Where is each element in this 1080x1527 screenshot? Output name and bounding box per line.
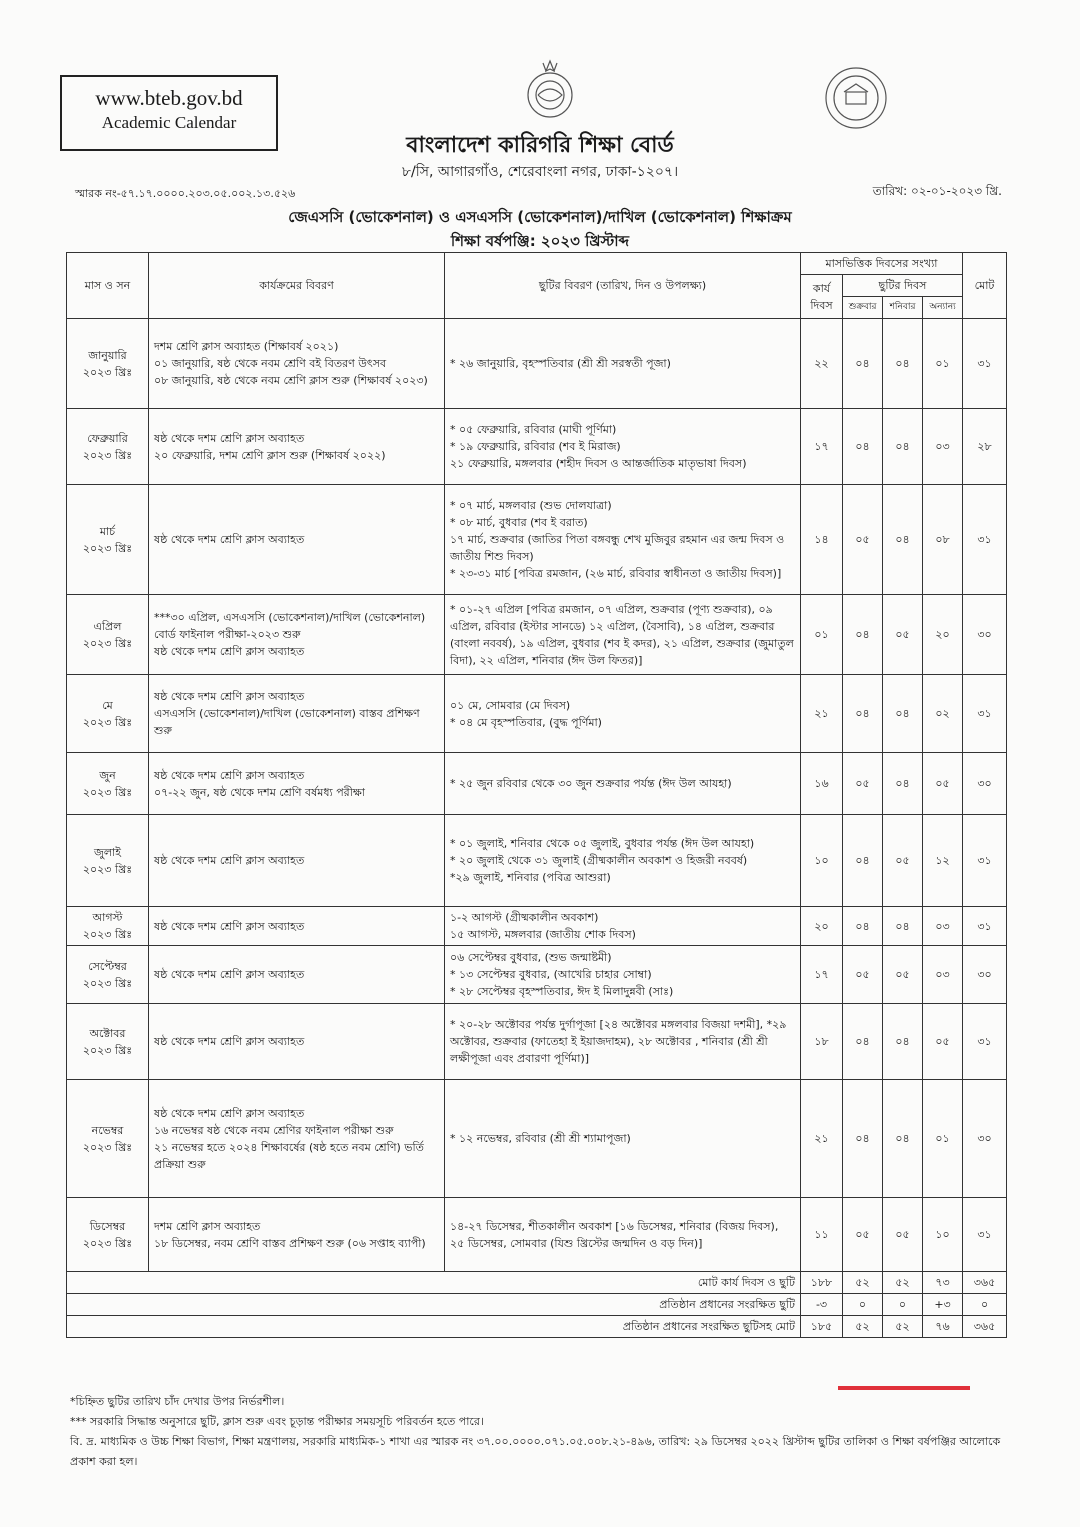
month-name: ডিসেম্বর — [89, 1219, 126, 1233]
summary-work: ১৮৫ — [801, 1316, 843, 1338]
calendar-body — [67, 319, 1007, 1272]
activity-line: ২১ নভেম্বর হতে ২০২৪ শিক্ষাবর্ষের (ষষ্ঠ হতে নবম শ্রেণি) ভর্তি প্রক্রিয়া শুরু — [154, 1140, 424, 1171]
month-year: ২০২৩ খ্রিঃ — [82, 541, 133, 555]
month-cell — [67, 595, 149, 675]
holiday-line: ১৭ মার্চ, শুক্রবার (জাতির পিতা বঙ্গবন্ধু শেখ মুজিবুর রহমান এর জন্ম দিবস ও জাতীয় শিশু দিবস) — [450, 533, 785, 563]
activity-line: ০৮ জানুয়ারি, ষষ্ঠ থেকে নবম শ্রেণি ক্লাস শুরু (শিক্ষাবর্ষ ২০২৩) — [154, 374, 428, 387]
work-days-cell: ১৬ — [801, 753, 843, 815]
holidays-cell — [445, 675, 801, 753]
month-name: আগস্ট — [92, 911, 123, 924]
month-name: জুন — [99, 768, 116, 782]
holiday-line: *২৯ জুলাই, শনিবার (পবিত্র আশুরা) — [450, 871, 611, 884]
month-cell — [67, 907, 149, 946]
activities-cell — [149, 675, 445, 753]
friday-cell: ০৪ — [843, 907, 883, 946]
month-cell — [67, 409, 149, 485]
saturday-cell: ০৫ — [883, 1198, 923, 1272]
holiday-line: ০৬ সেপ্টেম্বর বুধবার, (শুভ জন্মাষ্টমী) — [450, 951, 612, 964]
activities-cell — [149, 1004, 445, 1080]
activity-line: ষষ্ঠ থেকে দশম শ্রেণি ক্লাস অব্যাহত — [154, 1106, 305, 1120]
month-row — [67, 319, 1007, 409]
month-cell — [67, 1080, 149, 1198]
header-work-days: কার্য দিবস — [801, 275, 843, 319]
summary-body — [67, 1272, 1007, 1338]
activities-cell — [149, 1198, 445, 1272]
activity-line: ষষ্ঠ থেকে দশম শ্রেণি ক্লাস অব্যাহত — [154, 690, 305, 703]
other-cell: ০৫ — [923, 753, 963, 815]
holidays-cell — [445, 319, 801, 409]
summary-friday: ৫২ — [843, 1272, 883, 1294]
holiday-line: * ২০ জুলাই থেকে ৩১ জুলাই (গ্রীষ্মকালীন অবকাশ ও হিজরী নববর্ষ) — [450, 854, 748, 867]
month-row — [67, 675, 1007, 753]
month-row — [67, 753, 1007, 815]
saturday-cell: ০৪ — [883, 675, 923, 753]
notes — [70, 1392, 1010, 1472]
activity-line: ষষ্ঠ থেকে দশম শ্রেণি ক্লাস অব্যাহত — [154, 1035, 305, 1048]
friday-cell: ০৪ — [843, 595, 883, 675]
total-cell: ৩১ — [963, 319, 1007, 409]
summary-total: ৩৬৫ — [963, 1316, 1007, 1338]
summary-saturday: ৫২ — [883, 1316, 923, 1338]
holiday-line: * ২৬ জানুয়ারি, বৃহস্পতিবার (শ্রী শ্রী সরস্বতী পূজা) — [450, 357, 671, 370]
other-cell: ০৩ — [923, 409, 963, 485]
holidays-cell — [445, 753, 801, 815]
summary-label: প্রতিষ্ঠান প্রধানের সংরক্ষিত ছুটি — [67, 1294, 801, 1316]
holidays-cell — [445, 1080, 801, 1198]
other-cell: ২০ — [923, 595, 963, 675]
friday-cell: ০৫ — [843, 946, 883, 1004]
activities-cell — [149, 319, 445, 409]
friday-cell: ০৫ — [843, 753, 883, 815]
activity-line: ***৩০ এপ্রিল, এসএসসি (ভোকেশনাল)/দাখিল (ভোকেশনাল) বোর্ড ফাইনাল পরীক্ষা-২০২৩ শুরু — [154, 611, 426, 641]
saturday-cell: ০৪ — [883, 753, 923, 815]
total-cell: ৩০ — [963, 595, 1007, 675]
summary-row — [67, 1272, 1007, 1294]
month-year: ২০২৩ খ্রিঃ — [82, 715, 133, 729]
activity-line: ষষ্ঠ থেকে দশম শ্রেণি ক্লাস অব্যাহত — [154, 968, 305, 981]
other-cell: ১২ — [923, 815, 963, 907]
month-cell — [67, 1004, 149, 1080]
holiday-line: * ২০-২৮ অক্টোবর পর্যন্ত দুর্গাপূজা [২৪ অক্টোবর মঙ্গলবার বিজয়া দশমী], *২৯ অক্টোবর, শুক্রবার (ফাতেহা ই ইয়াজদাহম), ২৮ অক্টোবর , শনিবার (শ্রী শ্রী লক্ষীপূজা এবং প্রবারণা পূর্ণিমা)] — [450, 1018, 787, 1065]
summary-total: ৩৬৫ — [963, 1272, 1007, 1294]
month-name: নভেম্বর — [91, 1123, 124, 1137]
activity-line: ২০ ফেব্রুয়ারি, দশম শ্রেণি ক্লাস শুরু (শিক্ষাবর্ষ ২০২২) — [154, 448, 386, 462]
work-days-cell: ১৭ — [801, 409, 843, 485]
holiday-line: * ০১ জুলাই, শনিবার থেকে ০৫ জুলাই, বুধবার পর্যন্ত (ঈদ উল আযহা) — [450, 837, 755, 850]
month-name: মার্চ — [99, 524, 116, 538]
summary-friday: ৫২ — [843, 1316, 883, 1338]
activity-line: ০৭-২২ জুন, ষষ্ঠ থেকে দশম শ্রেণি বর্ষমধ্য পরীক্ষা — [154, 785, 365, 799]
work-days-cell: ২১ — [801, 1080, 843, 1198]
board-title: বাংলাদেশ কারিগরি শিক্ষা বোর্ড — [406, 133, 674, 158]
board-logo-icon — [820, 62, 892, 134]
month-year: ২০২৩ খ্রিঃ — [82, 1140, 133, 1154]
saturday-cell: ০৫ — [883, 946, 923, 1004]
summary-friday: ০ — [843, 1294, 883, 1316]
header-holiday-days: ছুটির দিবস — [843, 275, 963, 297]
work-days-cell: ১৭ — [801, 946, 843, 1004]
total-cell: ৩০ — [963, 1080, 1007, 1198]
saturday-cell: ০৪ — [883, 409, 923, 485]
month-cell — [67, 815, 149, 907]
activities-cell — [149, 485, 445, 595]
activity-line: ষষ্ঠ থেকে দশম শ্রেণি ক্লাস অব্যাহত — [154, 919, 305, 933]
work-days-cell: ১৮ — [801, 1004, 843, 1080]
saturday-cell: ০৪ — [883, 485, 923, 595]
activity-line: দশম শ্রেণি ক্লাস অব্যাহত (শিক্ষাবর্ষ ২০২১) — [154, 340, 339, 353]
month-row — [67, 907, 1007, 946]
month-row — [67, 595, 1007, 675]
header-total: মোট — [963, 253, 1007, 319]
total-cell: ৩০ — [963, 946, 1007, 1004]
other-cell: ০১ — [923, 319, 963, 409]
month-year: ২০২৩ খ্রিঃ — [82, 976, 133, 990]
month-name: ফেব্রুয়ারি — [87, 431, 128, 445]
friday-cell: ০৫ — [843, 485, 883, 595]
month-cell — [67, 675, 149, 753]
calendar-title: শিক্ষা বর্ষপঞ্জি: ২০২৩ খ্রিস্টাব্দ — [450, 232, 630, 250]
total-cell: ৩১ — [963, 815, 1007, 907]
other-cell: ০৩ — [923, 946, 963, 1004]
friday-cell: ০৫ — [843, 1198, 883, 1272]
total-cell: ৩১ — [963, 675, 1007, 753]
board-address: ৮/সি, আগারগাঁও, শেরেবাংলা নগর, ঢাকা-১২০৭। — [401, 164, 679, 180]
header-activities: কার্যক্রমের বিবরণ — [149, 253, 445, 319]
summary-work: -৩ — [801, 1294, 843, 1316]
holiday-line: * ০৭ মার্চ, মঙ্গলবার (শুভ দোলযাত্রা) — [450, 499, 612, 512]
summary-label: প্রতিষ্ঠান প্রধানের সংরক্ষিত ছুটিসহ মোট — [67, 1316, 801, 1338]
activity-line: ১৮ ডিসেম্বর, নবম শ্রেণি বাস্তব প্রশিক্ষণ শুরু (০৬ সপ্তাহ ব্যাপী) — [154, 1236, 426, 1250]
saturday-cell: ০৫ — [883, 815, 923, 907]
month-year: ২০২৩ খ্রিঃ — [82, 1236, 133, 1250]
month-cell — [67, 319, 149, 409]
activity-line: ষষ্ঠ থেকে দশম শ্রেণি ক্লাস অব্যাহত — [154, 768, 305, 782]
header-other: অন্যান্য — [923, 297, 963, 319]
header-monthly-days: মাসভিত্তিক দিবসের সংখ্যা — [801, 253, 963, 275]
holiday-line: * ০৪ মে বৃহস্পতিবার, (বুদ্ধ পূর্ণিমা) — [450, 715, 602, 729]
month-name: এপ্রিল — [93, 619, 122, 633]
saturday-cell: ০৪ — [883, 1004, 923, 1080]
work-days-cell: ০১ — [801, 595, 843, 675]
month-row — [67, 1198, 1007, 1272]
activity-line: ষষ্ঠ থেকে দশম শ্রেণি ক্লাস অব্যাহত — [154, 854, 305, 867]
holidays-cell — [445, 1004, 801, 1080]
saturday-cell: ০৫ — [883, 595, 923, 675]
holidays-cell — [445, 815, 801, 907]
work-days-cell: ২০ — [801, 907, 843, 946]
month-name: জানুয়ারি — [88, 348, 127, 362]
month-row — [67, 815, 1007, 907]
memo-number: স্মারক নং-৫৭.১৭.০০০০.২০৩.০৫.০০২.১৩.৫২৬ — [75, 187, 296, 200]
friday-cell: ০৪ — [843, 1080, 883, 1198]
other-cell: ০৫ — [923, 1004, 963, 1080]
calendar-label: Academic Calendar — [101, 113, 237, 132]
holiday-line: * ০৮ মার্চ, বুধবার (শব ই বরাত) — [450, 516, 588, 529]
academic-calendar-table — [66, 252, 1007, 1338]
month-row — [67, 1080, 1007, 1198]
activity-line: ষষ্ঠ থেকে দশম শ্রেণি ক্লাস অব্যাহত — [154, 533, 305, 546]
month-cell — [67, 753, 149, 815]
curriculum-title: জেএসসি (ভোকেশনাল) ও এসএসসি (ভোকেশনাল)/দাখিল (ভোকেশনাল) শিক্ষাক্রম — [288, 208, 792, 226]
activity-line: এসএসসি (ভোকেশনাল)/দাখিল (ভোকেশনাল) বাস্তব প্রশিক্ষণ শুরু — [154, 707, 420, 737]
holidays-cell — [445, 946, 801, 1004]
friday-cell: ০৪ — [843, 409, 883, 485]
activities-cell — [149, 907, 445, 946]
month-name: সেপ্টেম্বর — [88, 959, 127, 973]
total-cell: ৩০ — [963, 753, 1007, 815]
month-name: জুলাই — [94, 845, 121, 859]
month-year: ২০২৩ খ্রিঃ — [82, 862, 133, 876]
activities-cell — [149, 815, 445, 907]
friday-cell: ০৪ — [843, 815, 883, 907]
saturday-cell: ০৪ — [883, 319, 923, 409]
month-year: ২০২৩ খ্রিঃ — [82, 448, 133, 462]
note-govt-decision: *** সরকারি সিদ্ধান্ত অনুসারে ছুটি, ক্লাস শুরু এবং চূড়ান্ত পরীক্ষার সময়সূচি পরিবর্তন হতে পারে। — [70, 1415, 484, 1428]
note-moon: *চিহ্নিত ছুটির তারিখ চাঁদ দেখার উপর নির্ভরশীল। — [70, 1395, 285, 1408]
holiday-line: * ২৩-৩১ মার্চ [পবিত্র রমজান, (২৬ মার্চ, রবিবার স্বাধীনতা ও জাতীয় দিবস)] — [450, 567, 782, 580]
activities-cell — [149, 595, 445, 675]
month-cell — [67, 485, 149, 595]
holiday-line: * ২৮ সেপ্টেম্বর বৃহস্পতিবার, ঈদ ই মিলাদুন্নবী (সাঃ) — [450, 985, 674, 998]
summary-other: ৭৩ — [923, 1272, 963, 1294]
holidays-cell — [445, 595, 801, 675]
other-cell: ০৩ — [923, 907, 963, 946]
government-emblem-icon — [513, 55, 587, 129]
month-year: ২০২৩ খ্রিঃ — [82, 365, 133, 379]
holiday-line: * ১৩ সেপ্টেম্বর বুধবার, (আখেরি চাহার সোম্বা) — [450, 968, 652, 981]
holiday-line: ০১ মে, সোমবার (মে দিবস) — [450, 698, 571, 712]
holidays-cell — [445, 485, 801, 595]
other-cell: ১০ — [923, 1198, 963, 1272]
friday-cell: ০৪ — [843, 319, 883, 409]
month-row — [67, 946, 1007, 1004]
total-cell: ৩১ — [963, 1004, 1007, 1080]
month-year: ২০২৩ খ্রিঃ — [82, 785, 133, 799]
activity-line: দশম শ্রেণি ক্লাস অব্যাহত — [154, 1219, 261, 1233]
holiday-line: ১৪-২৭ ডিসেম্বর, শীতকালীন অবকাশ [১৬ ডিসেম্বর, শনিবার (বিজয় দিবস), ২৫ ডিসেম্বর, সোমবার (যিশু খ্রিস্টের জন্মদিন ও বড় দিন)] — [450, 1219, 779, 1250]
header-month: মাস ও সন — [67, 253, 149, 319]
holidays-cell — [445, 409, 801, 485]
holiday-line: ১-২ আগস্ট (গ্রীষ্মকালীন অবকাশ) — [450, 911, 599, 924]
summary-total: ০ — [963, 1294, 1007, 1316]
month-row — [67, 485, 1007, 595]
summary-label: মোট কার্য দিবস ও ছুটি — [67, 1272, 801, 1294]
summary-other: +৩ — [923, 1294, 963, 1316]
total-cell: ৩১ — [963, 485, 1007, 595]
other-cell: ০২ — [923, 675, 963, 753]
highlight-underline — [838, 1386, 970, 1390]
holidays-cell — [445, 907, 801, 946]
month-cell — [67, 1198, 149, 1272]
activity-line: ০১ জানুয়ারি, ষষ্ঠ থেকে নবম শ্রেণি বই বিতরণ উৎসব — [154, 357, 387, 370]
holiday-line: * ২৫ জুন রবিবার থেকে ৩০ জুন শুক্রবার পর্যন্ত (ঈদ উল আযহা) — [450, 777, 732, 790]
month-name: মে — [102, 698, 113, 712]
summary-work: ১৮৮ — [801, 1272, 843, 1294]
month-row — [67, 1004, 1007, 1080]
note-ministry-reference: বি. দ্র. মাধ্যমিক ও উচ্চ শিক্ষা বিভাগ, শিক্ষা মন্ত্রণালয়, সরকারি মাধ্যমিক-১ শাখা এর স্মারক নং ৩৭.০০.০০০০.০৭১.০৫.০০৮.২১-৪৯৬, তারিখ: ২৯ ডিসেম্বর ২০২২ খ্রিস্টাব্দ ছুটির তালিকা ও শিক্ষা বর্ষপঞ্জির আলোকে প্রকাশ করা হল। — [70, 1435, 1001, 1468]
month-year: ২০২৩ খ্রিঃ — [82, 1043, 133, 1057]
summary-saturday: ০ — [883, 1294, 923, 1316]
work-days-cell: ২২ — [801, 319, 843, 409]
activity-line: ১৬ নভেম্বর ষষ্ঠ থেকে নবম শ্রেণির ফাইনাল পরীক্ষা শুরু — [154, 1123, 394, 1137]
total-cell: ৩১ — [963, 1198, 1007, 1272]
month-name: অক্টোবর — [89, 1026, 126, 1040]
header-saturday: শনিবার — [883, 297, 923, 319]
month-year: ২০২৩ খ্রিঃ — [82, 928, 133, 941]
total-cell: ২৮ — [963, 409, 1007, 485]
summary-row — [67, 1294, 1007, 1316]
activity-line: ষষ্ঠ থেকে দশম শ্রেণি ক্লাস অব্যাহত — [154, 431, 305, 445]
issue-date: তারিখ: ০২-০১-২০২৩ খ্রি. — [872, 184, 1002, 198]
activities-cell — [149, 946, 445, 1004]
activities-cell — [149, 753, 445, 815]
other-cell: ০৮ — [923, 485, 963, 595]
work-days-cell: ১১ — [801, 1198, 843, 1272]
header-friday: শুক্রবার — [843, 297, 883, 319]
holiday-line: ২১ ফেব্রুয়ারি, মঙ্গলবার (শহীদ দিবস ও আন্তর্জাতিক মাতৃভাষা দিবস) — [450, 457, 747, 470]
holiday-line: * ০১-২৭ এপ্রিল [পবিত্র রমজান, ০৭ এপ্রিল, শুক্রবার (পূণ্য শুক্রবার), ০৯ এপ্রিল, রবিবার (ইস্টার সানডে) ১২ এপ্রিল, (বৈসাবি), ১৪ এপ্রিল, শুক্রবার (বাংলা নববর্ষ), ১৯ এপ্রিল, বুধবার (শব ই কদর), ২১ এপ্রিল, শুক্রবার (জুমাতুল বিদা), ২২ এপ্রিল, শনিবার (ঈদ উল ফিতর)] — [450, 602, 794, 667]
header-holidays: ছুটির বিবরণ (তারিখ, দিন ও উপলক্ষ্য) — [445, 253, 801, 319]
summary-other: ৭৬ — [923, 1316, 963, 1338]
activity-line: ষষ্ঠ থেকে দশম শ্রেণি ক্লাস অব্যাহত — [154, 645, 305, 658]
saturday-cell: ০৪ — [883, 907, 923, 946]
work-days-cell: ১০ — [801, 815, 843, 907]
holiday-line: ১৫ আগস্ট, মঙ্গলবার (জাতীয় শোক দিবস) — [450, 928, 636, 941]
holidays-cell — [445, 1198, 801, 1272]
work-days-cell: ২১ — [801, 675, 843, 753]
holiday-line: * ০৫ ফেব্রুয়ারি, রবিবার (মাঘী পূর্ণিমা) — [450, 423, 617, 436]
other-cell: ০১ — [923, 1080, 963, 1198]
month-cell — [67, 946, 149, 1004]
summary-row — [67, 1316, 1007, 1338]
website-url: www.bteb.gov.bd — [95, 86, 243, 110]
friday-cell: ০৪ — [843, 675, 883, 753]
work-days-cell: ১৪ — [801, 485, 843, 595]
holiday-line: * ১২ নভেম্বর, রবিবার (শ্রী শ্রী শ্যামাপূজা) — [450, 1132, 631, 1145]
summary-saturday: ৫২ — [883, 1272, 923, 1294]
holiday-line: * ১৯ ফেব্রুয়ারি, রবিবার (শব ই মিরাজ) — [450, 440, 621, 453]
total-cell: ৩১ — [963, 907, 1007, 946]
month-row — [67, 409, 1007, 485]
saturday-cell: ০৪ — [883, 1080, 923, 1198]
activities-cell — [149, 409, 445, 485]
month-year: ২০২৩ খ্রিঃ — [82, 636, 133, 650]
friday-cell: ০৪ — [843, 1004, 883, 1080]
activities-cell — [149, 1080, 445, 1198]
